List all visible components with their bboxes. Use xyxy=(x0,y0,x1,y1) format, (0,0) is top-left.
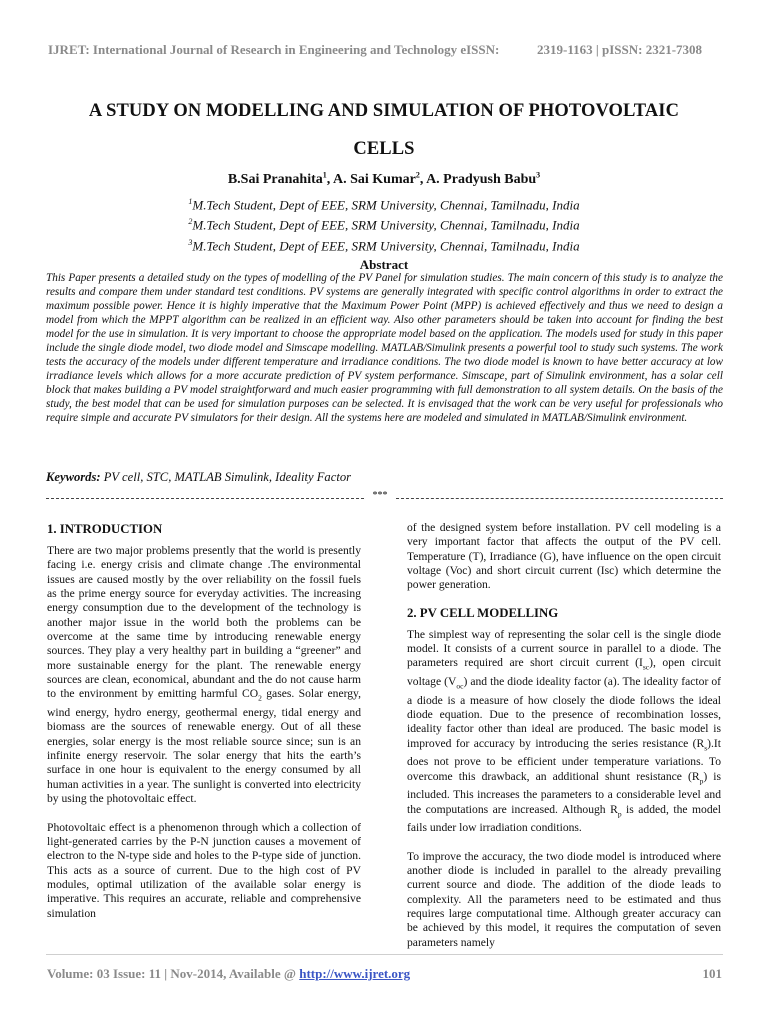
author-2: A. Sai Kumar$^2$, xyxy=(332,170,427,187)
running-header xyxy=(48,42,720,58)
introduction-paragraph-2: Photovoltaic effect is a phenomenon through which a collection of light-generated carries by the P-N junction causes a movement of electron to the N-type side and holes to the P-type side of junction. This acts as a source of current. Due to the high cost of PV modules, optimal utilization of the available solar energy is imperative. This requires an accurate, reliable and comprehensive simulation xyxy=(47,820,361,920)
introduction-paragraph-1: There are two major problems presently that the world is presently facing i.e. energy crisis and climate change .The environmental issues are caused mostly by the over reliability on the fossil fuels as the prime energy source for everyday activities. The increasing energy consumption due to the development of the technology is another major issue in the world both the problems can be overcome at the same time by introducing renewable energy sources. They play a very healthy part in building a “greener” and more sustainable energy for the plant. The renewable energy sources are clean, economical, abundant and the do not cause harm to the environment by emitting harmful $CO_2$ gases. Solar energy, wind energy, hydro energy, geothermal energy, tidal energy and biomass are the sources of renewable energy. Out of all these energies, solar energy is the most reliable source since; sun is an infinite energy reservoir. The solar energy that hits the earth’s surface in one hour is equivalent to the energy consumed by all human activities in a year. The sunlight is converted into electricity by using the photovoltaic effect. xyxy=(47,544,361,806)
pv-cell-modelling-heading: 2. PV CELL MODELLING xyxy=(407,605,559,620)
page-footer xyxy=(47,966,722,982)
affiliations xyxy=(0,193,768,254)
affiliation-3: $^3$M.Tech Student, Dept of EEE, SRM University, Chennai, Tamilnadu, India xyxy=(188,237,580,253)
author-1: B.Sai Pranahita$^1$, xyxy=(227,170,333,187)
pv-modelling-paragraph-1: The simplest way of representing the solar cell is the single diode model. It consists of a current source in parallel to a diode. The parameters required are short circuit current $(I_{sc})$, open circuit voltage $(V_{oc})$ and the diode ideality factor (a). The ideality factor of a diode is a measure of how closely the diode follows the ideal diode equation. Due to the presence of recombination losses, ideality factor other than ideal are produced. The basic model is improved for accuracy by introducing the series resistance $(R_s).It$ does not prove to be efficient under temperature variations. To overcome this drawback, an additional shunt resistance $(R_p)$ is included. This increases the parameters to a considerable level and the computations are increased. Although $R_p$ is added, the model fails under low irradiation conditions. xyxy=(407,627,721,835)
section-separator xyxy=(46,490,723,504)
abstract-text: This Paper presents a detailed study on the types of modelling of the PV Panel for simulation studies. The main concern of this study is to analyze the results and compare them under standard test conditions. PV systems are generally integrated with specific control algorithms in order to extract the maximum possible power. Hence it is highly imperative that the Maximum Power Point (MPP) is achieved effectively and thus we need to design a model from which the MPPT algorithm can be realized in an efficient way. Also other parameters should be taken into account for finding the best model for the use in simulation. It is very important to choose the appropriate model based on the application. The models used for study in this paper include the single diode model, two diode model and Simscape modelling. MATLAB/Simulink presents a powerful tool to study such systems. The work tests the accuracy of the models under different temperature and irradiance conditions. The two diode model is known to have better accuracy at low irradiance levels which allows for a more accurate prediction of PV system performance. Simscape, part of Simulink environment, has a solar cell block that makes building a PV model straightforward and much easier programming with full demonstration to all system details. On the basis of the study, the best model that can be used for simulation purposes can be selected. It is envisaged that the work can be very useful for professionals who require simple and accurate PV simulators for their design. All the systems here are modeled and simulated in MATLAB/Simulink environment. xyxy=(46,272,723,424)
keywords xyxy=(46,470,723,485)
keywords-label: Keywords: xyxy=(46,470,101,484)
journal-name: IJRET: International Journal of Research in Engineering and Technology eISSN: xyxy=(48,42,500,57)
page-number: 101 xyxy=(702,966,722,981)
abstract-heading: Abstract xyxy=(359,257,409,272)
separator-line-right xyxy=(396,498,723,499)
separator-stars: *** xyxy=(372,490,388,501)
title-line-2: CELLS xyxy=(353,139,415,159)
pv-modelling-paragraph-2: To improve the accuracy, the two diode model is introduced where another diode is included in parallel to the already prevailing current source and diode. The addition of the diode leads to complexity. All the parameters need to be estimated and thus requires large computational time. Although greater accuracy can be achieved by this model, it requires the computation of seven parameters namely xyxy=(407,849,721,949)
introduction-heading: 1. INTRODUCTION xyxy=(47,522,163,536)
affiliation-1: $^1$M.Tech Student, Dept of EEE, SRM University, Chennai, Tamilnadu, India xyxy=(188,197,580,213)
separator-line-left xyxy=(46,498,364,499)
introduction-continued: of the designed system before installation. PV cell modeling is a very important factor that affects the output of the PV cell. Temperature (T), Irradiance (G), have influence on the open circuit voltage (Voc) and short circuit current (Isc) which determine the power generation. xyxy=(407,521,721,592)
left-column xyxy=(47,521,361,921)
footer-rule xyxy=(46,954,723,955)
affiliation-2: $^2$M.Tech Student, Dept of EEE, SRM University, Chennai, Tamilnadu, India xyxy=(188,217,580,233)
volume-info: Volume: 03 Issue: 11 | Nov-2014, Available @ xyxy=(47,966,300,981)
journal-link[interactable]: http://www.ijret.org xyxy=(299,966,411,981)
title-line-1: A STUDY ON MODELLING AND SIMULATION OF PHOTOVOLTAIC xyxy=(88,101,680,121)
right-column xyxy=(407,521,721,950)
paper-title xyxy=(40,92,728,168)
issn-numbers: 2319-1163 | pISSN: 2321-7308 xyxy=(537,42,703,57)
keywords-value: PV cell, STC, MATLAB Simulink, Ideality Factor xyxy=(100,470,352,484)
author-3: A. Pradyush Babu$^3$ xyxy=(426,170,541,187)
author-list xyxy=(0,170,768,188)
